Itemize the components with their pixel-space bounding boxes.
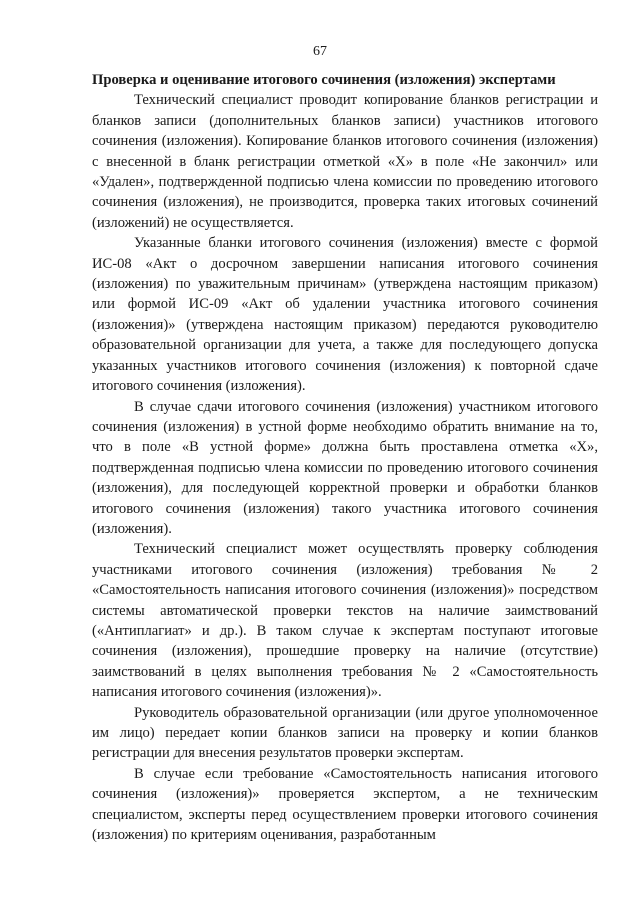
paragraph-plagiarism-check: Технический специалист может осуществлять проверку соблюдения участниками итогового сочинения (изложения) требования № 2 «Самостоятельность написания итогового сочинения (изложения)» посредством системы автоматической проверки текстов на наличие заимствований («Антиплагиат» и др.). В таком случае к экспертам поступают итоговые сочинения (изложения), прошедшие проверку на наличие (отсутствие) заимствований в целях выполнения требования № 2 «Самостоятельность написания итогового сочинения (изложения)». (92, 541, 598, 701)
paragraph-expert-check: В случае если требование «Самостоятельность написания итогового сочинения (изложения)» проверяется экспертом, а не техническим специалистом, эксперты перед осуществлением проверки итогового сочинения (изложения) по критериям оценивания, разработанным (92, 765, 598, 844)
paragraph-transfer: Руководитель образовательной организации (или другое уполномоченное им лицо) передает копии бланков записи на проверку и копии бланков регистрации для внесения результатов проверки экспертам. (92, 704, 598, 762)
paragraph-copying: Технический специалист проводит копирование бланков регистрации и бланков записи (дополнительных бланков записи) участников итогового сочинения (изложения). Копирование бланков итогового сочинения (изложения) с внесенной в бланк регистрации отметкой «Х» в поле «Не закончил» или «Удален», подтвержденной подписью члена комиссии по проведению итогового сочинения (изложения), не производится, проверка таких итоговых сочинений (изложений) не осуществляется. (92, 92, 598, 231)
section-heading: Проверка и оценивание итогового сочинения (изложения) экспертами (92, 72, 556, 88)
page-number: 67 (313, 44, 327, 59)
paragraph-forms: Указанные бланки итогового сочинения (изложения) вместе с формой ИС-08 «Акт о досрочном завершении написания итогового сочинения (изложения) по уважительным причинам» (утверждена настоящим приказом) или формой ИС-09 «Акт об удалении участника итогового сочинения (изложения)» (утверждена настоящим приказом) передаются руководителю образовательной организации для учета, а также для последующего допуска указанных участников итогового сочинения (изложения) к повторной сдаче итогового сочинения (изложения). (92, 235, 598, 395)
document-body (92, 70, 598, 845)
paragraph-oral-form: В случае сдачи итогового сочинения (изложения) участником итогового сочинения (изложения) в устной форме необходимо обратить внимание на то, что в поле «В устной форме» должна быть проставлена отметка «Х», подтвержденная подписью члена комиссии по проведению итогового сочинения (изложения), для последующей корректной проверки и обработки бланков итогового сочинения (изложения) такого участника итогового сочинения (изложения). (92, 398, 598, 537)
